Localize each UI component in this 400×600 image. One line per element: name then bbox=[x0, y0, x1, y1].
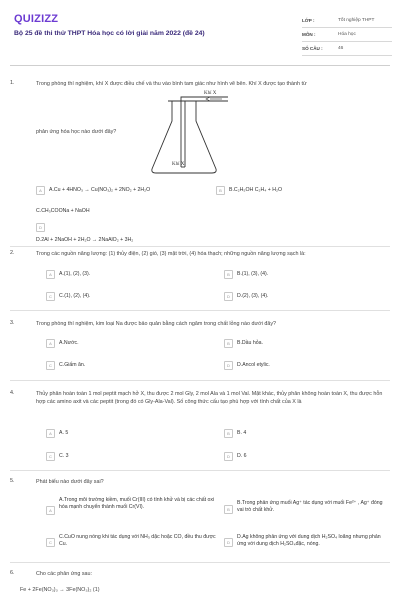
option-1d-letter[interactable] bbox=[36, 224, 206, 232]
meta-row-subject bbox=[302, 28, 392, 42]
option-text: D.Ancol etylic. bbox=[237, 362, 270, 368]
option-letter: A bbox=[46, 506, 55, 515]
question-5 bbox=[10, 478, 390, 488]
option-text: B.C₂H₅OH C₂H₄ + H₂O bbox=[229, 187, 283, 193]
option-letter: B bbox=[224, 429, 233, 438]
option-4d[interactable] bbox=[224, 453, 384, 461]
option-letter: D bbox=[36, 223, 45, 232]
question-text: Trong phòng thí nghiệm, kim loại Na được bảo quản bằng cách ngâm trong chất lỏng nào dưới đây? bbox=[36, 321, 277, 327]
option-4b[interactable] bbox=[224, 430, 384, 438]
option-5b[interactable] bbox=[224, 500, 388, 514]
option-letter: B bbox=[216, 186, 225, 195]
meta-row-class bbox=[302, 14, 392, 28]
option-letter: B bbox=[224, 270, 233, 279]
question-divider bbox=[10, 380, 390, 381]
option-2a[interactable] bbox=[46, 271, 206, 279]
option-text: B.(1), (3), (4). bbox=[237, 271, 269, 277]
option-text: C. 3 bbox=[59, 453, 69, 459]
option-1a[interactable] bbox=[36, 187, 206, 195]
question-2 bbox=[10, 250, 390, 260]
option-text: D.Ag không phản ứng với dung dịch H₂SO₄ loãng nhưng phản ứng với dung dịch H₂SO₄đặc, nóng. bbox=[237, 534, 381, 548]
option-4c[interactable] bbox=[46, 453, 206, 461]
meta-label: SỐ CÂU : bbox=[302, 46, 323, 51]
meta-value: Tốt nghiệp THPT bbox=[338, 18, 375, 23]
quizizz-logo: QUIZIZZ bbox=[14, 13, 59, 25]
question-text: Cho các phản ứng sau: bbox=[36, 571, 93, 577]
option-text: B. 4 bbox=[237, 430, 247, 436]
option-2b[interactable] bbox=[224, 271, 384, 279]
option-text: A. 5 bbox=[59, 430, 69, 436]
meta-row-count bbox=[302, 42, 392, 56]
option-text: D. 6 bbox=[237, 453, 247, 459]
option-3b[interactable] bbox=[224, 340, 384, 348]
reaction-equation: Fe + 2Fe(NO₃)₃ → 3Fe(NO₃)₂ (1) bbox=[20, 587, 100, 593]
question-6 bbox=[10, 570, 390, 596]
question-text: Phát biểu nào dưới đây sai? bbox=[36, 479, 104, 485]
option-4a[interactable] bbox=[46, 430, 206, 438]
option-text: A.Cu + 4HNO₃ → Cu(NO₃)₂ + 2NO₂ + 2H₂O bbox=[49, 187, 151, 193]
question-divider bbox=[10, 562, 390, 563]
option-text: B.Dầu hỏa. bbox=[237, 340, 263, 346]
option-text: C.Giấm ăn. bbox=[59, 362, 86, 368]
option-1d[interactable] bbox=[36, 237, 236, 244]
option-text: B.Trong phản ứng muối Ag⁺ tác dụng với muối Fe²⁺ , Ag⁺ đóng vai trò chất khử. bbox=[237, 500, 383, 514]
option-letter: D bbox=[224, 452, 233, 461]
option-letter: A bbox=[46, 429, 55, 438]
option-text: C.(1), (2), (4). bbox=[59, 293, 91, 299]
option-5d[interactable] bbox=[224, 534, 388, 548]
question-number: 2. bbox=[10, 250, 15, 256]
question-number: 5. bbox=[10, 478, 15, 484]
option-letter: D bbox=[224, 292, 233, 301]
option-letter: C bbox=[46, 538, 55, 547]
question-divider bbox=[10, 246, 390, 247]
meta-panel bbox=[302, 14, 392, 56]
page-title: Bộ 25 đề thi thử THPT Hóa học có lời giải năm 2022 (đề 24) bbox=[14, 30, 205, 37]
option-2d[interactable] bbox=[224, 293, 384, 301]
option-letter: C bbox=[46, 361, 55, 370]
option-letter: B bbox=[224, 505, 233, 514]
question-3 bbox=[10, 320, 390, 330]
option-text: C.CuO nung nóng khi tác dụng với NH₃ dặc hoặc CO, đều thu được Cu. bbox=[59, 534, 216, 548]
option-text: A.(1), (2), (3). bbox=[59, 271, 91, 277]
question-text: Thủy phân hoàn toàn 1 mol peptit mạch hở X, thu được 2 mol Gly, 2 mol Ala và 1 mol Val. Mặt khác, thủy phân không hoàn toàn X, thu được hỗn hợp các amino axit và các peptit (trong đó có Gly-Ala-Val). Số công thức cấu tạo phù hợp với tính chất của X là bbox=[36, 391, 383, 406]
option-text: D.2Al + 2NaOH + 2H₂O → 2NaAlO₂ + 3H₂ bbox=[36, 237, 134, 243]
meta-value: 46 bbox=[338, 46, 344, 51]
meta-value: Hóa học bbox=[338, 32, 356, 37]
option-3c[interactable] bbox=[46, 362, 206, 370]
question-number: 4. bbox=[10, 390, 15, 396]
question-text: Trong các nguồn năng lượng: (1) thủy điện, (2) gió, (3) mặt trời, (4) hóa thạch; những nguồn năng lượng sạch là: bbox=[36, 251, 306, 257]
option-2c[interactable] bbox=[46, 293, 206, 301]
meta-label: LỚP : bbox=[302, 18, 315, 23]
option-letter: C bbox=[46, 292, 55, 301]
option-5a[interactable] bbox=[46, 497, 216, 515]
question-number: 3. bbox=[10, 320, 15, 326]
option-letter: A bbox=[46, 270, 55, 279]
question-number: 6. bbox=[10, 570, 15, 576]
question-4 bbox=[10, 390, 390, 418]
option-3a[interactable] bbox=[46, 340, 206, 348]
option-letter: B bbox=[224, 339, 233, 348]
question-divider bbox=[10, 470, 390, 471]
header-divider bbox=[10, 65, 390, 66]
question-divider bbox=[10, 310, 390, 311]
option-letter: C bbox=[46, 452, 55, 461]
option-5c[interactable] bbox=[46, 534, 216, 548]
option-text: D.(2), (3), (4). bbox=[237, 293, 269, 299]
question-text: Trong phòng thí nghiệm, khí X được điều chế và thu vào bình tam giác như hình vẽ bên. Khí X được tạo thành từ bbox=[36, 81, 307, 87]
option-letter: A bbox=[36, 186, 45, 195]
option-1c[interactable] bbox=[36, 208, 206, 215]
option-text: A.Nước. bbox=[59, 340, 79, 346]
option-letter: D bbox=[224, 538, 233, 547]
gas-label-top: Khí X bbox=[204, 91, 217, 96]
option-letter: A bbox=[46, 339, 55, 348]
option-3d[interactable] bbox=[224, 362, 384, 370]
option-text: C.CH₃COONa + NaOH bbox=[36, 208, 90, 214]
option-text: A.Trong môi trường kiềm, muối Cr(III) có tính khử và bị các chất oxi hóa mạnh chuyển thành muối Cr(VI). bbox=[59, 497, 215, 511]
option-letter: D bbox=[224, 361, 233, 370]
question-number: 1. bbox=[10, 80, 15, 86]
gas-label-inside: Khí X bbox=[172, 162, 185, 167]
erlenmeyer-flask-diagram bbox=[150, 87, 240, 175]
question-text-continued: phản ứng hóa học nào dưới đây? bbox=[36, 129, 117, 135]
meta-label: MÔN : bbox=[302, 32, 316, 37]
option-1b[interactable] bbox=[216, 187, 386, 195]
